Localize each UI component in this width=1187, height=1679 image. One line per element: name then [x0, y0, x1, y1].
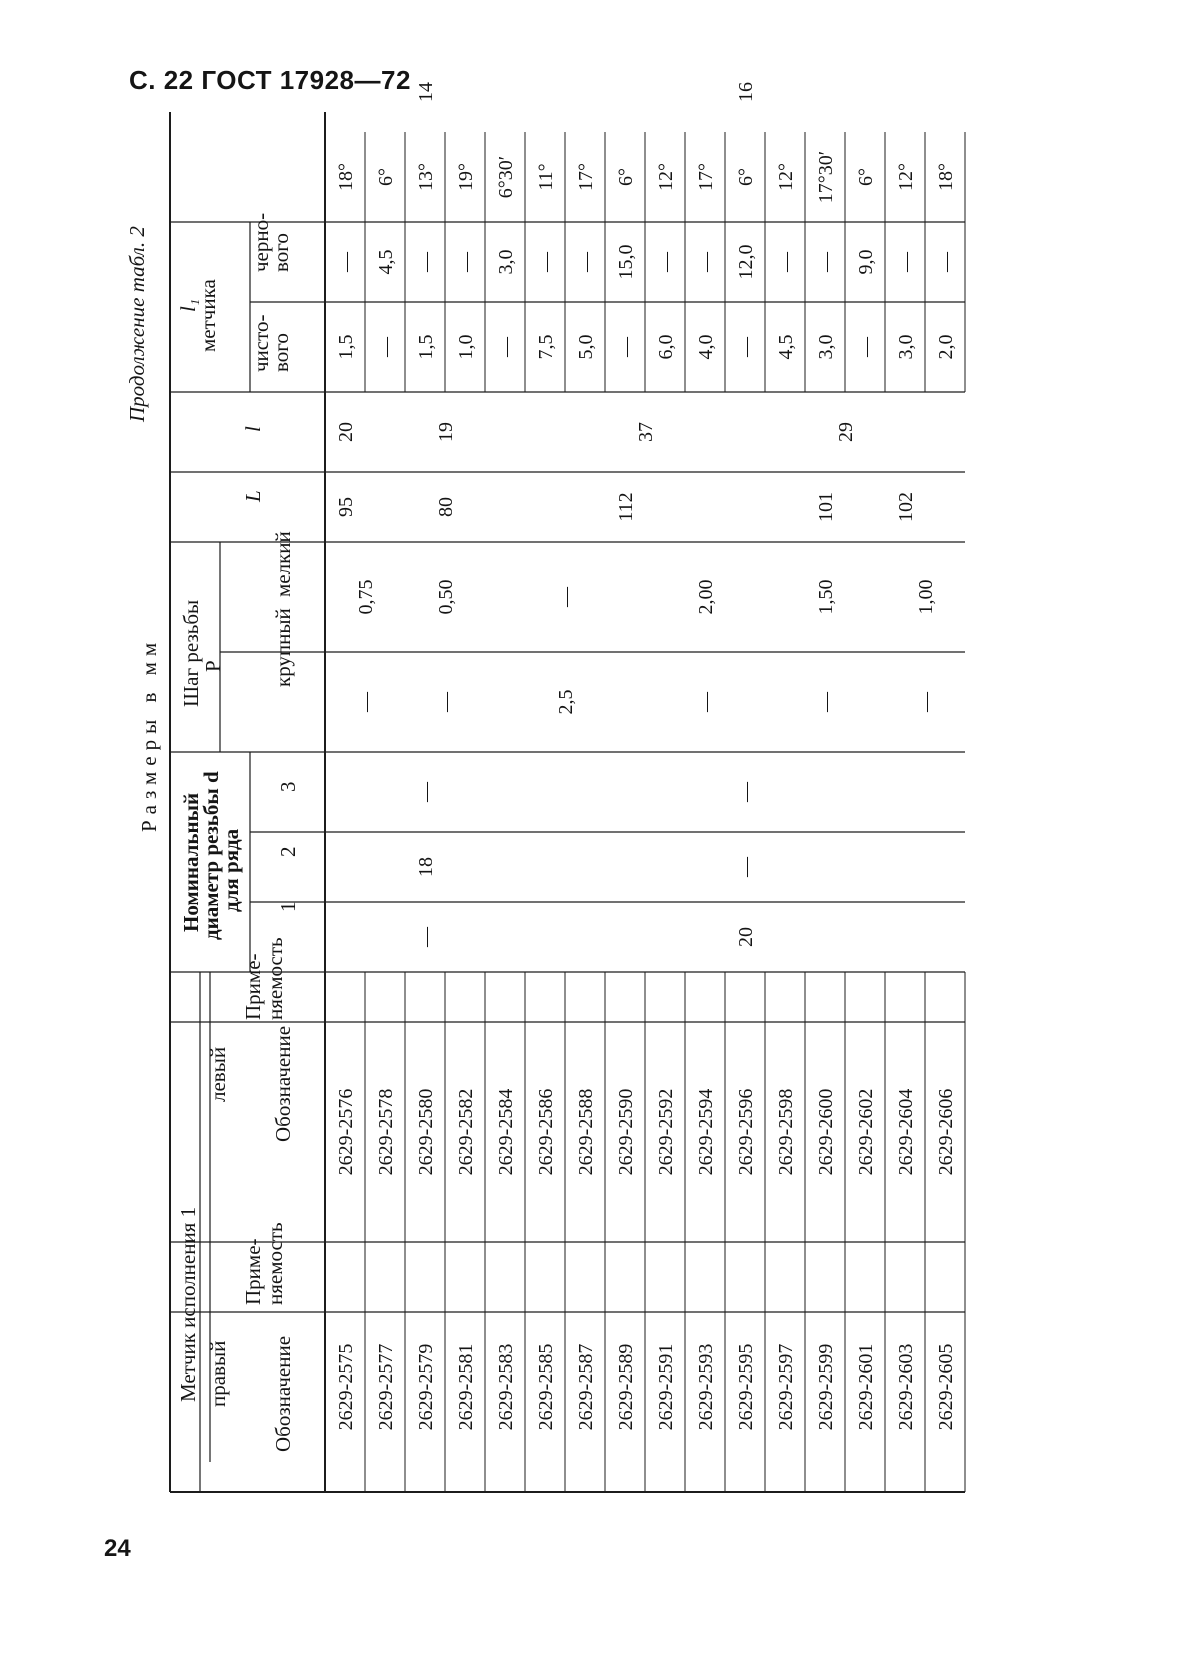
l1-chist-cell: 2,0	[935, 334, 957, 360]
col-prim-pravyi	[241, 1222, 287, 1305]
oboz-pravyi-cell: 2629-2591	[655, 1343, 677, 1431]
group-pravyi: правый	[206, 1340, 230, 1407]
d-row2-b: —	[735, 857, 757, 877]
chist-line1: чисто-	[249, 314, 273, 372]
d1-cell-b: 16	[735, 82, 757, 102]
krupnyi-cell: —	[695, 692, 717, 712]
oboz-levyi-cell: 2629-2576	[335, 1088, 357, 1176]
krupnyi-cell: 2,5	[555, 689, 577, 715]
oboz-pravyi-cell: 2629-2593	[695, 1343, 717, 1431]
oboz-pravyi-cell: 2629-2601	[855, 1343, 877, 1431]
l1-chern-cell: 15,0	[615, 244, 637, 280]
krupnyi-cell: —	[815, 692, 837, 712]
l1-chern-cell: 12,0	[735, 244, 757, 280]
l1-chist-cell: 3,0	[815, 334, 837, 360]
l1-chist-cell: —	[375, 337, 397, 357]
col-l: l	[241, 426, 265, 432]
shag-line1: Шаг резьбы	[179, 599, 203, 707]
col-melkii: мелкий	[271, 531, 295, 597]
oboz-levyi-cell: 2629-2604	[895, 1088, 917, 1176]
melkii-cell: 0,50	[435, 579, 457, 615]
l1-chern-cell: —	[815, 252, 837, 272]
group-nominal	[179, 771, 243, 940]
oboz-pravyi-cell: 2629-2587	[575, 1343, 597, 1431]
l1-chist-cell: 6,0	[655, 334, 677, 360]
d-row2-a: 18	[415, 857, 437, 877]
l1-chern-cell: —	[935, 252, 957, 272]
l-cell: 37	[635, 422, 657, 442]
L-cell: 101	[815, 492, 837, 522]
oboz-levyi-cell: 2629-2578	[375, 1088, 397, 1176]
oboz-pravyi-cell: 2629-2577	[375, 1343, 397, 1431]
phi-cell: 11°	[535, 163, 557, 191]
l1-chern-cell: —	[455, 252, 477, 272]
melkii-cell: 1,50	[815, 579, 837, 615]
l1-chern-cell: —	[535, 252, 557, 272]
oboz-pravyi-cell: 2629-2579	[415, 1343, 437, 1431]
l1-chist-cell: —	[495, 337, 517, 357]
prim-levyi-line1: Приме-	[241, 953, 265, 1020]
krupnyi-cell: —	[355, 692, 377, 712]
oboz-pravyi-cell: 2629-2583	[495, 1343, 517, 1431]
page-number: 24	[104, 1535, 131, 1562]
oboz-pravyi-cell: 2629-2599	[815, 1343, 837, 1431]
oboz-levyi-cell: 2629-2598	[775, 1088, 797, 1176]
col-krupnyi: крупный	[271, 608, 295, 687]
l1-chist-cell: 4,5	[775, 334, 797, 360]
L-cell: 95	[335, 497, 357, 517]
phi-cell: 12°	[895, 163, 917, 191]
phi-cell: 17°	[575, 163, 597, 191]
l1-chist-cell: 1,5	[335, 334, 357, 360]
d-row3-b: —	[735, 782, 757, 802]
l1-chern-cell: —	[575, 252, 597, 272]
l1-chist-cell: 5,0	[575, 334, 597, 360]
l1-chern-cell: —	[695, 252, 717, 272]
chern-line2: вого	[269, 233, 293, 272]
l1-chist-cell: 1,0	[455, 334, 477, 360]
L-cell: 80	[435, 497, 457, 517]
melkii-cell: 2,00	[695, 579, 717, 615]
sizes-caption: Размеры в мм	[137, 636, 161, 832]
krupnyi-cell: —	[915, 692, 937, 712]
melkii-cell: 1,00	[915, 579, 937, 615]
d-row1-b: 20	[735, 927, 757, 947]
l1-chern-cell: 9,0	[855, 249, 877, 275]
melkii-cell: —	[555, 587, 577, 607]
oboz-pravyi-cell: 2629-2595	[735, 1343, 757, 1431]
chern-line1: черно-	[249, 212, 273, 272]
l1-caption: метчика	[196, 279, 220, 352]
row1-head: 1	[276, 901, 300, 912]
l1-chern-cell: —	[335, 252, 357, 272]
l1-chist-cell: 4,0	[695, 334, 717, 360]
page-header: С. 22 ГОСТ 17928—72	[129, 65, 411, 95]
col-oboz-pravyi: Обозначение	[271, 1335, 295, 1452]
phi-cell: 13°	[415, 163, 437, 191]
oboz-levyi-cell: 2629-2580	[415, 1088, 437, 1176]
oboz-levyi-cell: 2629-2590	[615, 1088, 637, 1176]
l-cell: 19	[435, 422, 457, 442]
oboz-levyi-cell: 2629-2602	[855, 1088, 877, 1176]
phi-cell: 12°	[655, 163, 677, 191]
l1-chist-cell: —	[615, 337, 637, 357]
l1-chist-cell: 3,0	[895, 334, 917, 360]
nominal-line1: Номинальный	[179, 792, 203, 932]
row3-head: 3	[276, 781, 300, 792]
group-levyi: левый	[206, 1046, 230, 1102]
phi-cell: 6°	[735, 168, 757, 186]
oboz-pravyi-cell: 2629-2605	[935, 1343, 957, 1431]
melkii-cell: 0,75	[355, 579, 377, 615]
oboz-levyi-cell: 2629-2582	[455, 1088, 477, 1176]
oboz-pravyi-cell: 2629-2585	[535, 1343, 557, 1431]
phi-cell: 17°	[695, 163, 717, 191]
l1-chern-cell: —	[415, 252, 437, 272]
l1-chern-cell: 3,0	[495, 249, 517, 275]
d-row3-a: —	[415, 782, 437, 802]
oboz-pravyi-cell: 2629-2603	[895, 1343, 917, 1431]
rotated-table-page	[100, 82, 1080, 1552]
table-grid-lines	[170, 112, 965, 1492]
row2-head: 2	[276, 846, 300, 857]
l1-chist-cell: 1,5	[415, 334, 437, 360]
group-shag	[179, 600, 225, 707]
continuation-caption: Продолжение табл. 2	[125, 226, 149, 422]
group-l1	[176, 279, 220, 352]
phi-cell: 6°30′	[495, 155, 517, 199]
oboz-levyi-cell: 2629-2592	[655, 1088, 677, 1176]
prim-pravyi-line2: няемость	[263, 1222, 287, 1305]
prim-pravyi-line1: Приме-	[241, 1238, 265, 1305]
l-cell: 20	[335, 422, 357, 442]
phi-cell: 12°	[775, 163, 797, 191]
col-oboz-levyi: Обозначение	[271, 1025, 295, 1142]
phi-cell: 18°	[935, 163, 957, 191]
col-chistovogo	[249, 314, 293, 372]
l1-chern-cell: —	[775, 252, 797, 272]
shag-line2: P	[201, 660, 225, 672]
phi-cell: 18°	[335, 163, 357, 191]
l1-chist-cell: —	[735, 337, 757, 357]
d1-cell-a: 14	[415, 82, 437, 102]
oboz-levyi-cell: 2629-2596	[735, 1088, 757, 1176]
oboz-levyi-cell: 2629-2594	[695, 1088, 717, 1176]
oboz-pravyi-cell: 2629-2589	[615, 1343, 637, 1431]
l-cell: 29	[835, 422, 857, 442]
col-prim-levyi	[241, 937, 287, 1020]
nominal-line3: для ряда	[219, 828, 243, 912]
prim-levyi-line2: няемость	[263, 937, 287, 1020]
oboz-pravyi-cell: 2629-2581	[455, 1343, 477, 1431]
oboz-pravyi-cell: 2629-2575	[335, 1343, 357, 1431]
l1-chern-cell: 4,5	[375, 249, 397, 275]
l1-chern-cell: —	[895, 252, 917, 272]
l1-chist-cell: 7,5	[535, 334, 557, 360]
phi-cell: 6°	[855, 168, 877, 186]
table-canvas	[100, 82, 1080, 1552]
oboz-levyi-cell: 2629-2588	[575, 1088, 597, 1176]
oboz-levyi-cell: 2629-2586	[535, 1088, 557, 1176]
oboz-levyi-cell: 2629-2584	[495, 1088, 517, 1176]
phi-cell: 19°	[455, 163, 477, 191]
L-cell: 102	[895, 492, 917, 522]
phi-cell: 6°	[615, 168, 637, 186]
L-cell: 112	[615, 492, 637, 522]
d-row1-a: —	[415, 927, 437, 947]
phi-cell: 6°	[375, 168, 397, 186]
col-L: L	[241, 490, 265, 502]
oboz-pravyi-cell: 2629-2597	[775, 1343, 797, 1431]
oboz-levyi-cell: 2629-2606	[935, 1088, 957, 1176]
nominal-line2: диаметр резьбы d	[199, 771, 223, 940]
phi-cell: 17°30′	[815, 150, 837, 204]
l1-chist-cell: —	[855, 337, 877, 357]
l1-chern-cell: —	[655, 252, 677, 272]
l1-symbol: l₁	[176, 298, 200, 312]
group-ispolnenie1: Метчик исполнения 1	[176, 1206, 200, 1402]
oboz-levyi-cell: 2629-2600	[815, 1088, 837, 1176]
chist-line2: вого	[269, 333, 293, 372]
krupnyi-cell: —	[435, 692, 457, 712]
